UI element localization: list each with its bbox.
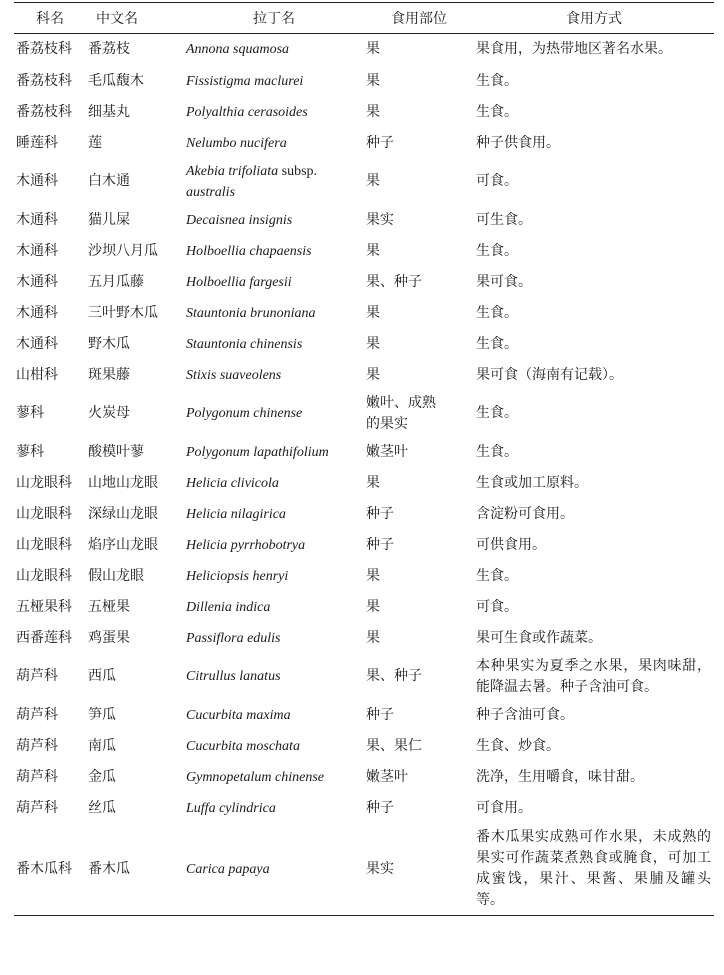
usage-text: 种子含油可食。 <box>476 706 574 723</box>
cell-chinese-name: 焰序山龙眼 <box>88 536 158 553</box>
cell-usage <box>474 793 714 824</box>
table-row <box>14 267 714 298</box>
cell-family: 睡莲科 <box>16 134 58 151</box>
cell-family: 葫芦科 <box>16 799 58 816</box>
cell-edible-part <box>364 66 474 97</box>
cell-usage <box>474 267 714 298</box>
cell-chinese-name: 沙坝八月瓜 <box>88 242 158 259</box>
cell-chinese-name: 白木通 <box>88 173 130 189</box>
cell-usage <box>474 530 714 561</box>
cell-chinese-name: 野木瓜 <box>88 335 130 352</box>
edible-part-text: 果 <box>366 598 380 615</box>
cell-edible-part <box>364 236 474 267</box>
header-edible-part: 食用部位 <box>364 3 474 34</box>
cell-usage <box>474 499 714 530</box>
cell-latin-name: Stauntonia brunoniana <box>186 305 316 321</box>
cell-edible-part <box>364 128 474 159</box>
usage-text: 可食。 <box>476 598 518 615</box>
cell-edible-part <box>364 762 474 793</box>
edible-part-text: 果 <box>366 72 380 89</box>
cell-usage <box>474 700 714 731</box>
cell-edible-part <box>364 267 474 298</box>
cell-chinese-name: 三叶野木瓜 <box>88 304 158 321</box>
table-row <box>14 128 714 159</box>
table-row <box>14 97 714 128</box>
edible-part-text: 果 <box>366 103 380 120</box>
edible-part-text: 果 <box>366 304 380 321</box>
cell-usage <box>474 66 714 97</box>
edible-part-text: 果 <box>366 242 380 259</box>
header-latin-name: 拉丁名 <box>184 3 364 34</box>
cell-usage <box>474 128 714 159</box>
cell-latin-name: Stixis suaveolens <box>186 367 282 383</box>
usage-text: 生食、炒食。 <box>476 737 560 754</box>
edible-part-text: 果 <box>366 629 380 646</box>
header-family: 科名 <box>14 3 86 34</box>
cell-family: 葫芦科 <box>16 706 58 723</box>
table-header-row <box>14 3 714 34</box>
cell-family: 蓼科 <box>16 443 44 460</box>
usage-text: 可生食。 <box>476 211 532 228</box>
cell-edible-part <box>364 623 474 654</box>
cell-family: 木通科 <box>16 304 58 321</box>
usage-text: 果可食。 <box>476 273 532 290</box>
cell-chinese-name: 山地山龙眼 <box>88 474 158 491</box>
table-row <box>14 824 714 916</box>
cell-chinese-name: 毛瓜馥木 <box>88 72 144 89</box>
cell-usage <box>474 468 714 499</box>
cell-chinese-name: 莲 <box>88 134 102 151</box>
edible-part-text: 嫩茎叶 <box>366 443 408 460</box>
usage-text: 生食。 <box>476 103 518 120</box>
cell-latin-name: Holboellia chapaensis <box>186 243 312 259</box>
cell-latin-name: Polyalthia cerasoides <box>186 104 308 120</box>
edible-part-text: 果、种子 <box>366 273 422 290</box>
usage-text: 可食用。 <box>476 799 532 816</box>
cell-chinese-name: 番木瓜 <box>86 824 184 916</box>
cell-latin-name: Gymnopetalum chinense <box>186 769 325 785</box>
cell-latin-name <box>184 159 364 205</box>
cell-edible-part <box>364 731 474 762</box>
cell-family: 葫芦科 <box>16 668 58 684</box>
edible-part-text: 嫩茎叶 <box>366 768 408 785</box>
cell-family: 山龙眼科 <box>16 536 72 553</box>
cell-edible-part <box>364 654 474 700</box>
usage-text: 生食。 <box>476 405 518 421</box>
cell-usage <box>474 623 714 654</box>
cell-latin-name: Cucurbita maxima <box>186 707 291 723</box>
cell-family: 番荔枝科 <box>16 41 72 58</box>
usage-text: 生食或加工原料。 <box>476 474 588 491</box>
cell-family: 木通科 <box>16 242 58 259</box>
cell-family: 木通科 <box>16 173 58 189</box>
cell-family: 五桠果科 <box>16 598 72 615</box>
edible-part-text: 果 <box>366 335 380 352</box>
table-row <box>14 360 714 391</box>
usage-text: 果可生食或作蔬菜。 <box>476 629 602 646</box>
edible-part-text: 果实 <box>366 860 394 877</box>
usage-text: 可食。 <box>476 173 518 189</box>
cell-usage <box>474 391 714 437</box>
cell-chinese-name: 猫儿屎 <box>88 211 130 228</box>
cell-usage <box>474 654 714 700</box>
cell-family: 木通科 <box>16 273 58 290</box>
table-row <box>14 762 714 793</box>
table-row <box>14 329 714 360</box>
cell-usage <box>474 97 714 128</box>
cell-latin-name: Helicia pyrrhobotrya <box>186 537 306 553</box>
cell-family: 葫芦科 <box>16 737 58 754</box>
cell-chinese-name: 鸡蛋果 <box>88 629 130 646</box>
edible-part-text: 果 <box>366 41 380 58</box>
edible-plants-table <box>14 2 714 916</box>
usage-text: 本种果实为夏季之水果，果肉味甜，能降温去暑。种子含油可食。 <box>476 657 711 695</box>
cell-edible-part <box>364 437 474 468</box>
edible-part-text: 种子 <box>366 536 394 553</box>
cell-chinese-name: 金瓜 <box>88 768 116 785</box>
edible-part-text: 果 <box>366 474 380 491</box>
cell-latin-name: Cucurbita moschata <box>186 738 300 754</box>
cell-edible-part <box>364 298 474 329</box>
cell-chinese-name: 假山龙眼 <box>88 567 144 584</box>
cell-family: 西番莲科 <box>16 629 72 646</box>
cell-family: 木通科 <box>16 211 58 228</box>
cell-usage <box>474 298 714 329</box>
cell-family: 山龙眼科 <box>16 567 72 584</box>
cell-edible-part <box>364 793 474 824</box>
latin-binomial: Akebia trifoliata <box>186 163 279 179</box>
usage-text: 生食。 <box>476 567 518 584</box>
table-row <box>14 205 714 236</box>
cell-latin-name: Stauntonia chinensis <box>186 336 303 352</box>
usage-text: 番木瓜果实成熟可作水果，未成熟的果实可作蔬菜煮熟食或腌食，可加工成蜜饯，果汁、果酱、果脯及罐头等。 <box>476 829 711 909</box>
edible-part-text: 果 <box>366 366 380 383</box>
cell-latin-name: Passiflora edulis <box>186 630 281 646</box>
cell-family: 番荔枝科 <box>16 72 72 89</box>
table-row <box>14 391 714 437</box>
cell-edible-part <box>364 530 474 561</box>
cell-edible-part <box>364 34 474 66</box>
latin-infraspecific: australis <box>186 184 236 200</box>
cell-latin-name: Carica papaya <box>184 824 364 916</box>
table-row <box>14 700 714 731</box>
edible-part-text: 种子 <box>366 799 394 816</box>
table-row <box>14 623 714 654</box>
cell-edible-part <box>364 468 474 499</box>
cell-chinese-name: 西瓜 <box>88 668 116 684</box>
cell-latin-name: Helicia clivicola <box>186 475 279 491</box>
cell-family: 蓼科 <box>16 405 44 421</box>
usage-text: 可供食用。 <box>476 536 546 553</box>
cell-latin-name: Heliciopsis henryi <box>186 568 289 584</box>
cell-latin-name: Holboellia fargesii <box>186 274 292 290</box>
cell-chinese-name: 番荔枝 <box>88 41 130 58</box>
cell-usage <box>474 360 714 391</box>
table-row <box>14 592 714 623</box>
table-row <box>14 34 714 66</box>
cell-usage <box>474 205 714 236</box>
cell-latin-name: Polygonum chinense <box>186 406 303 421</box>
table-row <box>14 236 714 267</box>
edible-part-text: 果、种子 <box>366 668 422 684</box>
cell-latin-name: Fissistigma maclurei <box>186 73 304 89</box>
usage-text: 生食。 <box>476 304 518 321</box>
table-row <box>14 731 714 762</box>
cell-chinese-name: 细基丸 <box>88 103 130 120</box>
cell-latin-name: Dillenia indica <box>186 599 271 615</box>
cell-family: 山柑科 <box>16 366 58 383</box>
table-row <box>14 159 714 205</box>
table-row <box>14 654 714 700</box>
cell-family: 山龙眼科 <box>16 474 72 491</box>
cell-latin-name: Decaisnea insignis <box>186 212 293 228</box>
cell-chinese-name: 笋瓜 <box>88 706 116 723</box>
cell-edible-part <box>364 360 474 391</box>
edible-part-text: 果 <box>366 173 380 189</box>
cell-edible-part <box>364 329 474 360</box>
cell-edible-part <box>364 700 474 731</box>
cell-latin-name: Citrullus lanatus <box>186 669 281 684</box>
cell-latin-name: Polygonum lapathifolium <box>186 444 329 460</box>
header-chinese-name: 中文名 <box>86 3 184 34</box>
edible-part-text: 种子 <box>366 134 394 151</box>
usage-text: 含淀粉可食用。 <box>476 505 574 522</box>
table-row <box>14 499 714 530</box>
cell-usage <box>474 437 714 468</box>
usage-text: 生食。 <box>476 242 518 259</box>
cell-edible-part <box>364 561 474 592</box>
cell-edible-part <box>364 97 474 128</box>
usage-text: 果食用，为热带地区著名水果。 <box>476 41 672 58</box>
table-row <box>14 468 714 499</box>
cell-family: 番木瓜科 <box>14 824 86 916</box>
usage-text: 生食。 <box>476 443 518 460</box>
cell-edible-part <box>364 592 474 623</box>
cell-edible-part <box>364 391 474 437</box>
table-body <box>14 34 714 916</box>
latin-rank: subsp. <box>281 163 318 179</box>
cell-usage <box>474 762 714 793</box>
cell-usage <box>474 731 714 762</box>
cell-edible-part <box>364 205 474 236</box>
cell-chinese-name: 南瓜 <box>88 737 116 754</box>
cell-edible-part <box>364 159 474 205</box>
edible-part-text: 种子 <box>366 505 394 522</box>
cell-chinese-name: 五月瓜藤 <box>88 273 144 290</box>
cell-family: 山龙眼科 <box>16 505 72 522</box>
cell-latin-name: Luffa cylindrica <box>186 800 276 816</box>
cell-usage <box>474 329 714 360</box>
header-usage: 食用方式 <box>474 3 714 34</box>
cell-usage <box>474 592 714 623</box>
cell-edible-part <box>364 824 474 916</box>
edible-part-text: 果实 <box>366 211 394 228</box>
table-row <box>14 793 714 824</box>
cell-chinese-name: 斑果藤 <box>88 366 130 383</box>
cell-family: 番荔枝科 <box>16 103 72 120</box>
cell-chinese-name: 五桠果 <box>88 598 130 615</box>
edible-part-text: 种子 <box>366 706 394 723</box>
usage-text: 洗净，生用嚼食，味甘甜。 <box>476 768 644 785</box>
edible-part-text: 嫩叶、成熟的果实 <box>366 394 436 432</box>
cell-latin-name: Nelumbo nucifera <box>186 135 287 151</box>
cell-usage <box>474 561 714 592</box>
cell-latin-name: Annona squamosa <box>186 42 290 58</box>
table-row <box>14 530 714 561</box>
cell-usage <box>474 236 714 267</box>
cell-chinese-name: 酸模叶蓼 <box>88 443 144 460</box>
table-row <box>14 298 714 329</box>
table-row <box>14 437 714 468</box>
usage-text: 生食。 <box>476 335 518 352</box>
cell-family: 木通科 <box>16 335 58 352</box>
cell-usage <box>474 824 714 916</box>
table-row <box>14 66 714 97</box>
cell-chinese-name: 深绿山龙眼 <box>88 505 158 522</box>
edible-part-text: 果 <box>366 567 380 584</box>
edible-part-text: 果、果仁 <box>366 737 422 754</box>
usage-text: 种子供食用。 <box>476 134 560 151</box>
cell-family: 葫芦科 <box>16 768 58 785</box>
table-row <box>14 561 714 592</box>
cell-edible-part <box>364 499 474 530</box>
cell-chinese-name: 火炭母 <box>88 405 130 421</box>
cell-chinese-name: 丝瓜 <box>88 799 116 816</box>
usage-text: 果可食（海南有记载）。 <box>476 366 623 383</box>
cell-usage <box>474 34 714 66</box>
usage-text: 生食。 <box>476 72 518 89</box>
cell-usage <box>474 159 714 205</box>
cell-latin-name: Helicia nilagirica <box>186 506 286 522</box>
